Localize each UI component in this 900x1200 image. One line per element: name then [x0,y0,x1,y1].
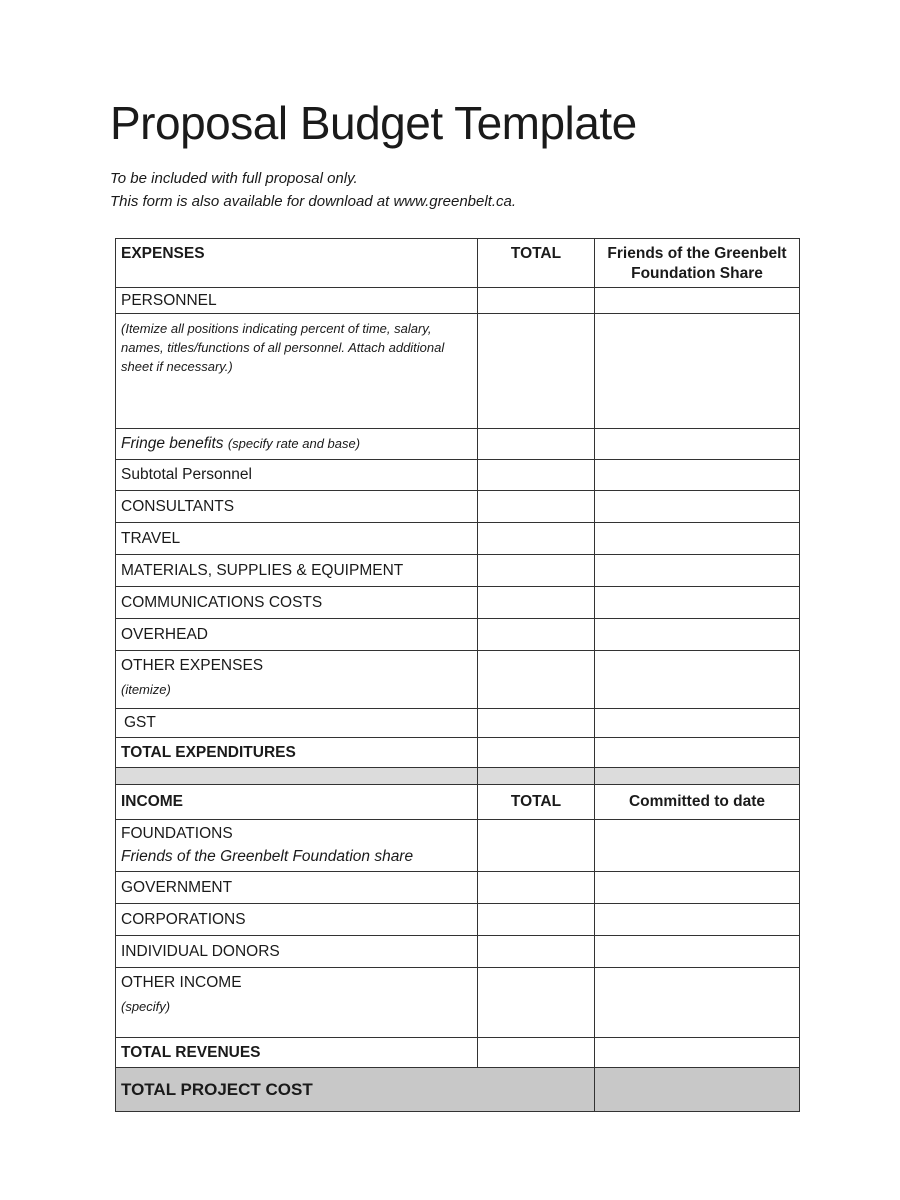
other-income-cell [116,968,478,1038]
communications-row [116,587,800,619]
income-header-row [116,785,800,820]
income-total-header: TOTAL [478,785,595,820]
total-expenditures-share-cell[interactable] [595,738,800,768]
total-revenues-total-cell[interactable] [478,1038,595,1068]
total-expenditures-label: TOTAL EXPENDITURES [116,738,478,768]
consultants-total-cell[interactable] [478,491,595,523]
personnel-note-cell[interactable] [116,314,478,429]
total-project-cost-value-cell[interactable] [595,1068,800,1112]
foundations-label: FOUNDATIONS [121,825,233,842]
other-expenses-note: (itemize) [121,682,171,697]
communications-share-cell[interactable] [595,587,800,619]
corporations-label: CORPORATIONS [116,904,478,936]
travel-total-cell[interactable] [478,523,595,555]
individual-donors-label: INDIVIDUAL DONORS [116,936,478,968]
total-expenditures-row [116,738,800,768]
foundation-share-header: Friends of the Greenbelt Foundation Share [595,239,800,288]
gst-total-cell[interactable] [478,709,595,738]
income-header: INCOME [116,785,478,820]
foundations-sub: Friends of the Greenbelt Foundation share [121,848,414,865]
individual-donors-committed-cell[interactable] [595,936,800,968]
divider-cell-3 [595,768,800,785]
other-expenses-row [116,651,800,709]
fringe-total-cell[interactable] [478,429,595,460]
consultants-share-cell[interactable] [595,491,800,523]
other-income-committed-cell[interactable] [595,968,800,1038]
gst-share-cell[interactable] [595,709,800,738]
foundations-cell [116,820,478,872]
communications-label: COMMUNICATIONS COSTS [116,587,478,619]
intro-line-1: To be included with full proposal only. [110,170,358,187]
individual-donors-total-cell[interactable] [478,936,595,968]
other-expenses-label: OTHER EXPENSES [121,657,264,674]
intro-text [110,167,516,213]
intro-line-2: This form is also available for download at www.greenbelt.ca. [110,193,517,210]
other-expenses-share-cell[interactable] [595,651,800,709]
fringe-benefits-cell [116,429,478,460]
overhead-row [116,619,800,651]
fringe-benefits-row [116,429,800,460]
expenses-header: EXPENSES [116,239,478,288]
corporations-total-cell[interactable] [478,904,595,936]
corporations-committed-cell[interactable] [595,904,800,936]
travel-share-cell[interactable] [595,523,800,555]
consultants-label: CONSULTANTS [116,491,478,523]
other-income-total-cell[interactable] [478,968,595,1038]
travel-label: TRAVEL [116,523,478,555]
gst-label: GST [116,709,478,738]
personnel-row [116,288,800,314]
fringe-benefits-label: Fringe benefits [121,435,224,452]
communications-total-cell[interactable] [478,587,595,619]
subtotal-total-cell[interactable] [478,460,595,491]
overhead-label: OVERHEAD [116,619,478,651]
expenses-total-header: TOTAL [478,239,595,288]
materials-row [116,555,800,587]
corporations-row [116,904,800,936]
travel-row [116,523,800,555]
subtotal-personnel-row [116,460,800,491]
divider-cell-1 [116,768,478,785]
foundations-committed-cell[interactable] [595,820,800,872]
personnel-total-cell[interactable] [478,288,595,314]
materials-share-cell[interactable] [595,555,800,587]
individual-donors-row [116,936,800,968]
subtotal-share-cell[interactable] [595,460,800,491]
expenses-header-row [116,239,800,288]
fringe-benefits-spec: (specify rate and base) [227,436,361,451]
government-committed-cell[interactable] [595,872,800,904]
fringe-share-cell[interactable] [595,429,800,460]
overhead-share-cell[interactable] [595,619,800,651]
total-revenues-label: TOTAL REVENUES [116,1038,478,1068]
total-expenditures-total-cell[interactable] [478,738,595,768]
budget-table [115,238,800,1112]
personnel-note-total-cell[interactable] [478,314,595,429]
section-divider-row [116,768,800,785]
other-expenses-total-cell[interactable] [478,651,595,709]
government-row [116,872,800,904]
overhead-total-cell[interactable] [478,619,595,651]
other-expenses-cell [116,651,478,709]
foundations-row [116,820,800,872]
committed-header: Committed to date [595,785,800,820]
foundations-total-cell[interactable] [478,820,595,872]
total-revenues-committed-cell[interactable] [595,1038,800,1068]
gst-row [116,709,800,738]
other-income-note: (specify) [121,999,171,1014]
personnel-note-share-cell[interactable] [595,314,800,429]
total-revenues-row [116,1038,800,1068]
materials-total-cell[interactable] [478,555,595,587]
page-title: Proposal Budget Template [110,97,637,149]
subtotal-personnel-label: Subtotal Personnel [116,460,478,491]
personnel-note-row [116,314,800,429]
personnel-note: (Itemize all positions indicating percent of time, salary, names, titles/functions of all personnel. Attach additional sheet if necessary.) [121,321,445,374]
government-label: GOVERNMENT [116,872,478,904]
total-project-cost-row [116,1068,800,1112]
personnel-share-cell[interactable] [595,288,800,314]
total-project-cost-label: TOTAL PROJECT COST [116,1068,595,1112]
divider-cell-2 [478,768,595,785]
materials-label: MATERIALS, SUPPLIES & EQUIPMENT [116,555,478,587]
consultants-row [116,491,800,523]
personnel-label: PERSONNEL [116,288,478,314]
other-income-label: OTHER INCOME [121,974,242,991]
government-total-cell[interactable] [478,872,595,904]
other-income-row [116,968,800,1038]
